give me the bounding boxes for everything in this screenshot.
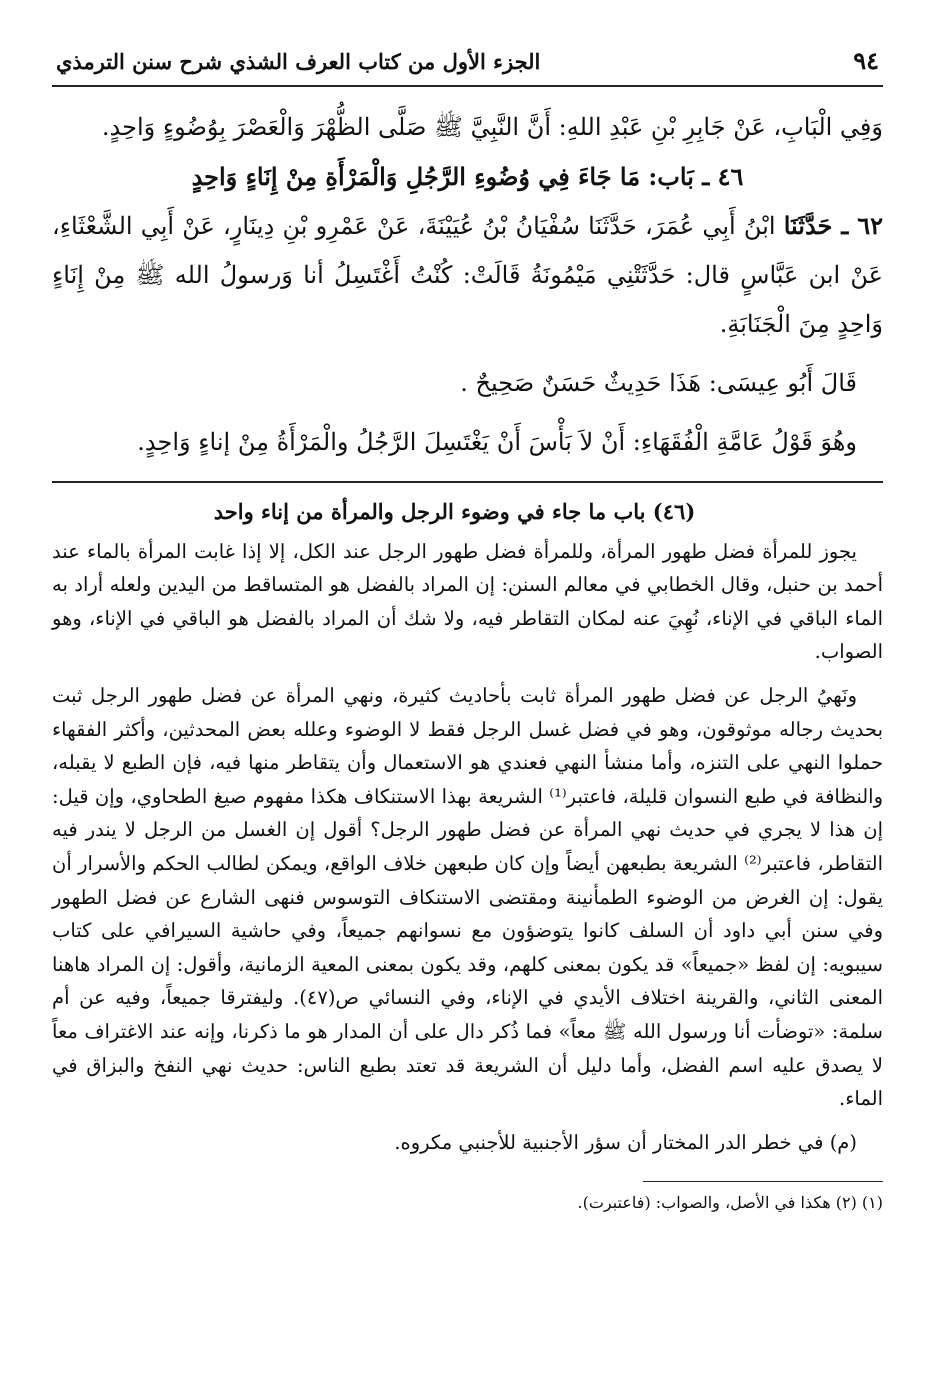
intro-line: وَفِي الْبَابِ، عَنْ جَابِرِ بْنِ عَبْدِ اللهِ: أَنَّ النَّبِيَّ ﷺ صَلَّى الظُّهْرَ وَالْعَصْرَ بِوُضُوءٍ وَاحِدٍ. [101,113,883,141]
footnote: (١) (٢) هكذا في الأصل، والصواب: (فاعتبرت). [577,1193,883,1213]
commentary-para-1: يجوز للمرأة فضل طهور المرأة، وللمرأة فضل طهور الرجل عند الكل، إلا إذا غابت المرأة بالماء عند أحمد بن حنبل، وقال الخطابي في معالم السنن: إن المراد بالفضل هو المتساقط من اليدين ولعله أراد به الماء الباقي في الإناء، نُهِيَ عنه لمكان التقاطر فيه، ولا شك أن المراد بالفضل هو الباقي في الإناء، وهو الصواب. [52,539,883,664]
page-header [52,46,883,87]
abu-isa-line: قَالَ أَبُو عِيسَى: هَذَا حَدِيثٌ حَسَنٌ صَحِيحٌ . [460,369,857,397]
fuqaha-line: وهُوَ قَوْلُ عَامَّةِ الْفُقَهَاءِ: أَنْ لاَ بَأْسَ أَنْ يَغْتَسِلَ الرَّجُلُ والْمَرْأَةُ مِنْ إناءٍ وَاحِدٍ. [137,428,857,456]
bab-title: ٤٦ ـ بَاب: مَا جَاءَ فِي وُضُوءِ الرَّجُلِ وَالْمَرْأَةِ مِنْ إِنَاءٍ وَاحِدٍ [191,162,744,191]
section-divider [52,481,883,483]
page-number: ٩٤ [853,46,879,75]
hadith-text: ابْنُ أَبِي عُمَرَ، حَدَّثَنَا سُفْيَانُ بْنُ عُيَيْنَةَ، عَنْ عَمْرِو بْنِ دِينَارٍ، عَنْ أَبِي الشَّعْثَاءِ، عَنْ ابن عَبَّاسٍ قال: حَدَّثَتْنِي مَيْمُونَةُ قَالَتْ: كُنْتُ أَغْتَسِلُ أنا وَرسولُ الله ﷺ مِنْ إِنَاءٍ وَاحِدٍ مِنَ الْجَنَابَةِ. [52,212,883,338]
running-title: الجزء الأول من كتاب العرف الشذي شرح سنن الترمذي [56,49,541,74]
commentary-title: (٤٦) باب ما جاء في وضوء الرجل والمرأة من إناء واحد [213,499,696,524]
hadith-section [52,103,883,467]
document-page [52,46,883,1362]
hadith-lead: ٦٢ ـ حَدَّثَنَا [783,211,883,240]
commentary-para-3: (م) في خطر الدر المختار أن سؤر الأجنبية للأجنبي مكروه. [394,1130,857,1154]
footnote-rule [643,1181,883,1182]
commentary-para-2: ونَهيُ الرجل عن فضل طهور المرأة ثابت بأحاديث كثيرة، ونهي المرأة عن فضل طهور الرجل ثبت بحديث رجاله موثوقون، وهو في فضل غسل الرجل فقط لا الوضوء وعلله بعض المحدثين، وأكثر الفقهاء حملوا النهي على التنزه، وأما منشأ النهي فعندي هو الاستعمال وأن يتقاطر منها فيه، فإن الطبع لا يقبله، والنظافة في طبع النسوان قليلة، فاعتبر⁽¹⁾ الشريعة بهذا الاستنكاف هكذا مفهوم صيغ الطحاوي، وإن قيل: إن هذا لا يجري في حديث نهي المرأة عن فضل طهور الرجل؟ أقول إن الغسل من الرجل لا يندر فيه التقاطر، فاعتبر⁽²⁾ الشريعة بطبعهن أيضاً وإن كان طبعهن خلاف الواقع، ويمكن لطالب الحكم والأسرار أن يقول: إن الغرض من الوضوء الطمأنينة ومقتضى الاستنكاف التوسوس فنهى الشارع عن فضل الطهور وفي سنن أبي داود أن السلف كانوا يتوضؤون مع نسوانهم جميعاً، وفي حاشية السيرافي على كتاب سيبويه: إن لفظ «جميعاً» قد يكون بمعنى كلهم، وقد يكون بمعنى المعية الزمانية، وأقول: إن المراد هاهنا المعنى الثاني، والقرينة اختلاف الأيدي في الإناء، وفي النسائي ص(٤٧). وليفترقا جميعاً، وفيه عن أم سلمة: «توضأت أنا ورسول الله ﷺ معاً» فما ذُكر دال على أن المدار هو ما ذكرنا، وإنه عند الاغتراف معاً لا يصدق عليه اسم الفضل، وأما دليل أن الشريعة قد تعتد بطبع الناس: حديث نهي النفخ والبزاق في الماء. [52,683,883,1111]
hadith-62 [52,201,883,349]
commentary-section [52,495,883,1159]
